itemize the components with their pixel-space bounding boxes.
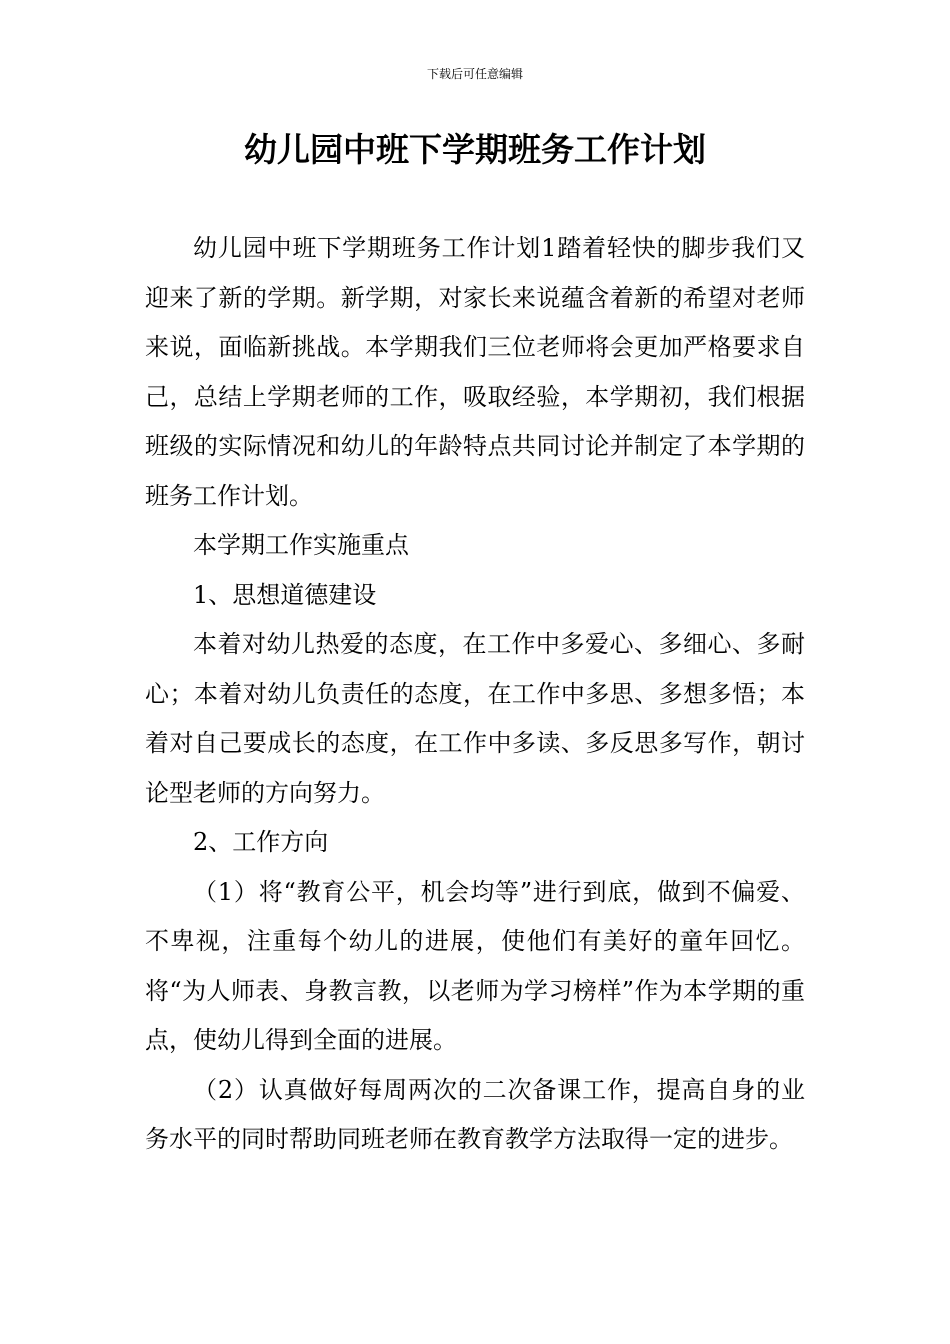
page-header-note: 下载后可任意编辑 [426, 67, 523, 81]
section-heading-focus: 本学期工作实施重点 [193, 531, 409, 559]
document-title: 幼儿园中班下学期班务工作计划 [244, 130, 706, 169]
paragraph-moral: 本着对幼儿热爱的态度，在工作中多爱心、多细心、多耐心；本着对幼儿负责任的态度，在工作中多思、多想多悟；本着对自己要成长的态度，在工作中多读、多反思多写作，朝讨论型老师的方向努力。 [145, 630, 805, 807]
section-heading-moral: 1、思想道德建设 [193, 580, 377, 609]
document-body [145, 224, 805, 1165]
paragraph-direction-1: （1）将“教育公平，机会均等”进行到底，做到不偏爱、不卑视，注重每个幼儿的进展，使他们有美好的童年回忆。将“为人师表、身教言教，以老师为学习榜样”作为本学期的重点，使幼儿得到全面的进展。 [145, 877, 805, 1054]
paragraph-direction-2: （2）认真做好每周两次的二次备课工作，提高自身的业务水平的同时帮助同班老师在教育教学方法取得一定的进步。 [145, 1075, 805, 1153]
paragraph-intro: 幼儿园中班下学期班务工作计划1踏着轻快的脚步我们又迎来了新的学期。新学期，对家长来说蕴含着新的希望对老师来说，面临新挑战。本学期我们三位老师将会更加严格要求自己，总结上学期老师的工作，吸取经验，本学期初，我们根据班级的实际情况和幼儿的年龄特点共同讨论并制定了本学期的班务工作计划。 [145, 234, 805, 510]
section-heading-direction: 2、工作方向 [193, 828, 329, 856]
